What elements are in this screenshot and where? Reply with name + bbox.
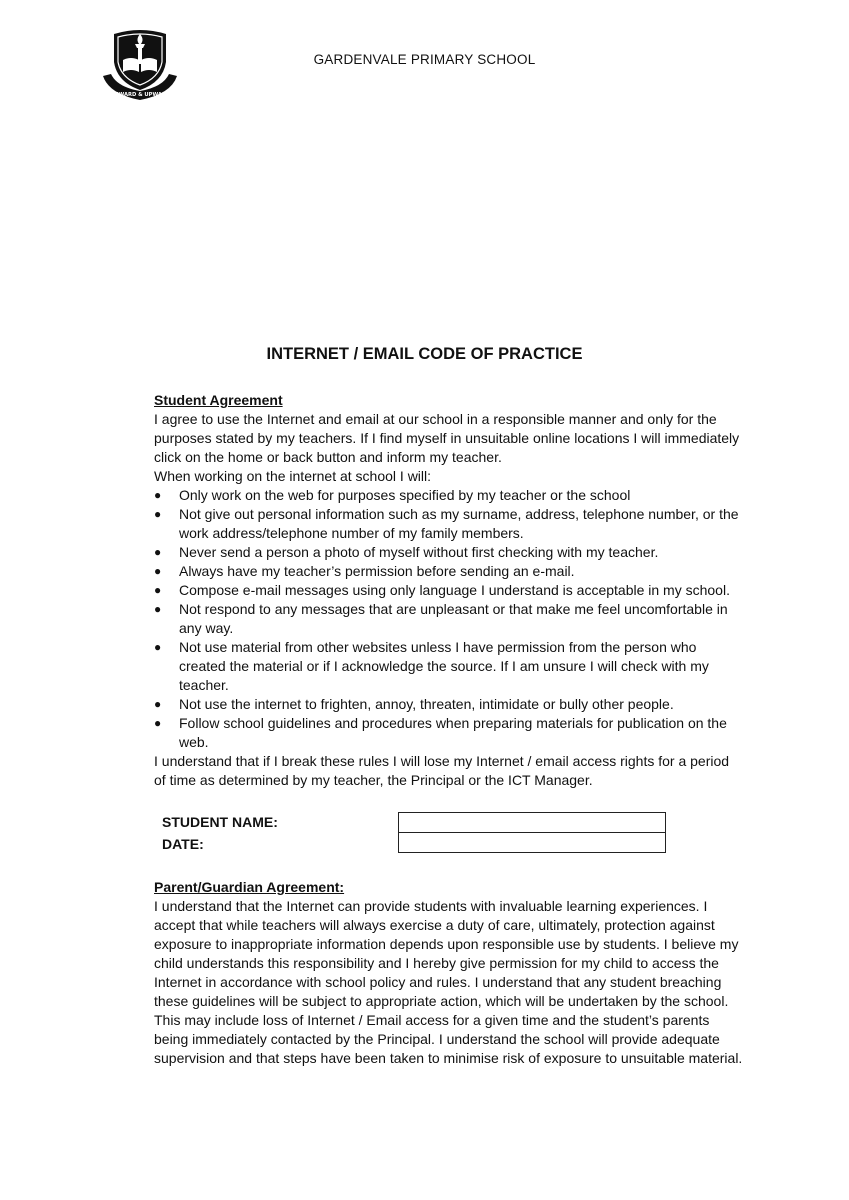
student-agreement-closing: I understand that if I break these rules I will lose my Internet / email access rights for a period of time as determined by my teacher, the Principal or the ICT Manager.	[154, 753, 730, 788]
bullet-icon: ●	[154, 602, 162, 616]
rule-item	[154, 714, 744, 752]
rule-text: Only work on the web for purposes specified by my teacher or the school	[179, 487, 631, 503]
student-name-field[interactable]	[398, 812, 666, 833]
student-agreement-intro: I agree to use the Internet and email at our school in a responsible manner and only for the purposes stated by my teachers. If I find myself in unsuitable online locations I will immediately click on the home or back button and inform my teacher.	[154, 411, 740, 465]
rule-text: Always have my teacher’s permission before sending an e-mail.	[179, 563, 575, 579]
bullet-icon: ●	[154, 507, 162, 521]
rule-text: Never send a person a photo of myself without first checking with my teacher.	[179, 544, 659, 560]
school-name-header: GARDENVALE PRIMARY SCHOOL	[313, 52, 536, 67]
parent-agreement-text: I understand that the Internet can provide students with invaluable learning experiences. I accept that while teachers will always exercise a duty of care, ultimately, protection against exposure to inappropriate information depends upon responsible use by students. I believe my child understands this responsibility and I hereby give permission for my child to access the Internet in accordance with school policy and rules. I understand that any student breaching these guidelines will be subject to appropriate action, which will be undertaken by the school. This may include loss of Internet / Email access for a given time and the student’s parents being immediately contacted by the Principal. I understand the school will provide adequate supervision and that steps have been taken to minimise risk of exposure to unsuitable material.	[154, 898, 743, 1066]
rule-item	[154, 600, 744, 638]
bullet-icon: ●	[154, 697, 162, 711]
student-signoff-form	[162, 812, 672, 860]
rule-text: Not use the internet to frighten, annoy, threaten, intimidate or bully other people.	[179, 696, 674, 712]
rule-item	[154, 695, 744, 714]
rule-item	[154, 543, 744, 562]
parent-agreement-heading: Parent/Guardian Agreement:	[154, 879, 345, 895]
rule-text: Not give out personal information such as my surname, address, telephone number, or the work address/telephone number of my family members.	[179, 506, 739, 541]
rule-item	[154, 638, 744, 695]
date-field[interactable]	[398, 832, 666, 853]
bullet-icon: ●	[154, 488, 162, 502]
bullet-icon: ●	[154, 564, 162, 578]
document-title: INTERNET / EMAIL CODE OF PRACTICE	[266, 345, 583, 363]
date-label: DATE:	[162, 836, 204, 852]
rule-item	[154, 562, 744, 581]
student-name-label: STUDENT NAME:	[162, 814, 278, 830]
rule-text: Not use material from other websites unless I have permission from the person who created the material or if I acknowledge the source. If I am unsure I will check with my teacher.	[179, 639, 709, 693]
svg-text:ONWARD & UPWARD: ONWARD & UPWARD	[109, 92, 171, 98]
rule-text: Follow school guidelines and procedures when preparing materials for publication on the web.	[179, 715, 727, 750]
bullet-icon: ●	[154, 640, 162, 654]
student-agreement-lead-in: When working on the internet at school I will:	[154, 468, 432, 484]
rule-item	[154, 505, 744, 543]
rules-list	[154, 486, 744, 752]
rule-text: Not respond to any messages that are unpleasant or that make me feel uncomfortable in any way.	[179, 601, 728, 636]
rule-item	[154, 581, 744, 600]
rule-text: Compose e-mail messages using only language I understand is acceptable in my school.	[179, 582, 730, 598]
student-agreement-section	[154, 391, 744, 790]
bullet-icon: ●	[154, 716, 162, 730]
student-agreement-heading: Student Agreement	[154, 392, 283, 408]
rule-item	[154, 486, 744, 505]
bullet-icon: ●	[154, 583, 162, 597]
parent-agreement-section	[154, 878, 744, 1068]
bullet-icon: ●	[154, 545, 162, 559]
